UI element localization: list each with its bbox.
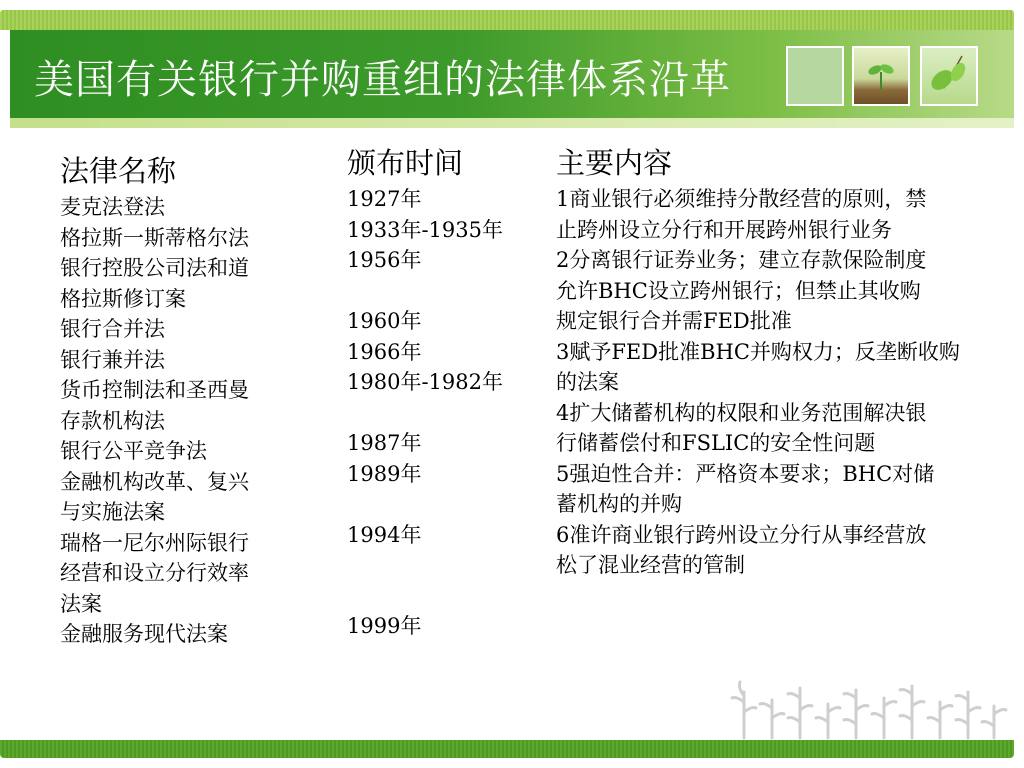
date-line: 1927年	[347, 187, 422, 211]
date-line: 1960年	[347, 309, 422, 333]
law-name-line: 瑞格一尼尔州际银行	[60, 530, 249, 555]
law-name-line: 格拉斯修订案	[60, 286, 186, 311]
date-header: 颁布时间	[347, 146, 464, 180]
law-name-line: 银行公平竞争法	[60, 439, 207, 463]
banner-underline	[10, 118, 1014, 128]
content-line: 允许BHC设立跨州银行；但禁止其收购	[556, 278, 921, 303]
content-line: 规定银行合并需FED批准	[556, 309, 792, 333]
slide-title: 美国有关银行并购重组的法律体系沿革	[34, 57, 731, 103]
date-column	[347, 142, 537, 642]
law-name-line: 与实施法案	[60, 500, 165, 524]
bottom-stripe	[0, 740, 1014, 758]
law-name-header: 法律名称	[60, 154, 177, 188]
law-name-line: 法案	[60, 591, 102, 616]
date-line: 1999年	[347, 614, 422, 638]
decor-thumbnail-plain	[786, 46, 844, 106]
date-line: 1987年	[347, 431, 422, 455]
law-name-line: 经营和设立分行效率	[60, 561, 249, 585]
content-line: 2分离银行证券业务；建立存款保险制度	[556, 248, 927, 272]
date-spacer	[347, 489, 537, 520]
law-name-line: 麦克法登法	[60, 195, 165, 219]
date-line: 1989年	[347, 461, 422, 486]
law-name-line: 银行控股公司法和道	[60, 256, 249, 280]
content-header: 主要内容	[556, 146, 673, 180]
law-name-column	[60, 150, 300, 650]
content-line: 蓄机构的并购	[556, 492, 682, 516]
content-line: 4扩大储蓄机构的权限和业务范围解决银	[556, 400, 927, 425]
content-line: 6准许商业银行跨州设立分行从事经营放	[556, 522, 927, 547]
law-name-line: 金融服务现代法案	[60, 622, 228, 646]
date-spacer	[347, 398, 537, 429]
leaf-image	[920, 46, 978, 106]
grass-decoration	[730, 668, 1010, 740]
content-column	[556, 142, 1006, 581]
date-spacer	[347, 276, 537, 307]
date-spacer	[347, 550, 537, 581]
top-stripe	[0, 10, 1014, 30]
law-name-line: 金融机构改革、复兴	[60, 469, 249, 494]
content-line: 行储蓄偿付和FSLIC的安全性问题	[556, 431, 876, 455]
date-spacer	[347, 581, 537, 612]
date-line: 1933年-1935年	[347, 217, 503, 242]
law-name-line: 格拉斯一斯蒂格尔法	[60, 225, 249, 250]
law-name-line: 货币控制法和圣西曼	[60, 378, 249, 402]
content-line: 止跨州设立分行和开展跨州银行业务	[556, 217, 892, 242]
law-name-line: 银行合并法	[60, 317, 165, 341]
date-line: 1994年	[347, 522, 422, 547]
date-line: 1966年	[347, 339, 422, 364]
content-line: 5强迫性合并：严格资本要求；BHC对储	[556, 461, 935, 486]
content-line: 3赋予FED批准BHC并购权力；反垄断收购	[556, 339, 960, 364]
law-name-line: 银行兼并法	[60, 347, 165, 372]
content-line: 松了混业经营的管制	[556, 553, 745, 577]
date-line: 1956年	[347, 248, 422, 272]
sprout-image	[852, 46, 910, 106]
law-name-line: 存款机构法	[60, 408, 165, 433]
content-line: 的法案	[556, 370, 619, 394]
date-line: 1980年-1982年	[347, 370, 503, 394]
content-line: 1商业银行必须维持分散经营的原则，禁	[556, 187, 927, 211]
